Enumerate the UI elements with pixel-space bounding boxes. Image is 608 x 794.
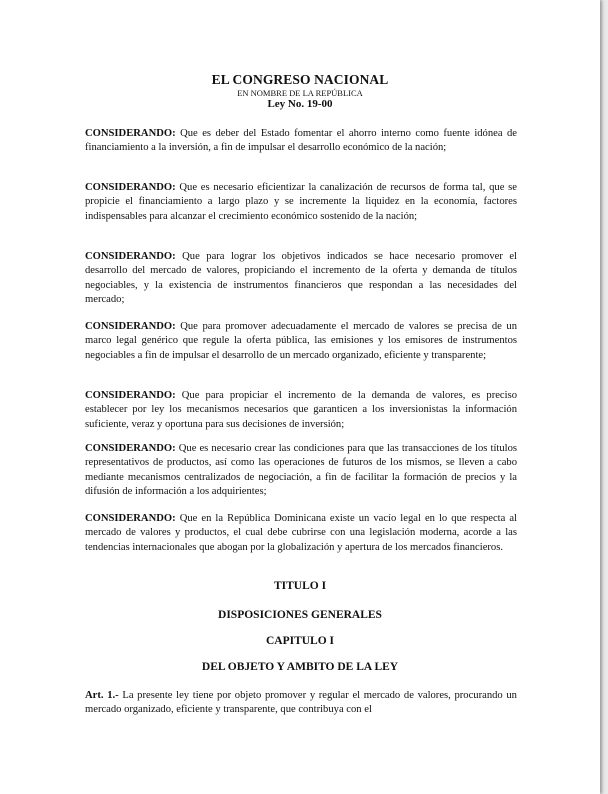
considerando-paragraph [85,512,517,555]
document-subtitle: EN NOMBRE DE LA REPÚBLICA [237,88,363,98]
document-title: EL CONGRESO NACIONAL [211,72,389,87]
considerando-text: Que para propiciar el incremento de la demanda de valores, es preciso establecer por ley los mecanismos necesarios que garanticen a los inversionistas la información suficiente, veraz y oportuna para sus decisiones de inversión; [85,390,517,430]
considerando-label: CONSIDERANDO: [85,128,176,139]
article-paragraph [85,689,517,718]
considerando-label: CONSIDERANDO: [85,513,176,524]
capitulo-heading: CAPITULO I [265,635,335,647]
considerando-label: CONSIDERANDO: [85,251,176,262]
considerando-text: Que para promover adecuadamente el mercado de valores se precisa de un marco legal genérico que regule la oferta pública, las emisiones y los emisores de instrumentos negociables a fin de impulsar el desarrollo de un mercado organizado, eficiente y transparente; [85,321,517,361]
considerando-paragraph [85,181,517,224]
considerando-text: Que es necesario eficientizar la canalización de recursos de forma tal, que se propicie el financiamiento a largo plazo y se incremente la liquidez en la economía, factores indispensables para alcanzar el crecimiento económico sostenido de la nación; [85,182,517,222]
considerando-text: Que para lograr los objetivos indicados se hace necesario promover el desarrollo del mercado de valores, propiciando el incremento de la oferta y demanda de títulos negociables, y la existencia de instrumentos financieros que respondan a las necesidades del mercado; [85,251,517,306]
law-number: Ley No. 19-00 [267,98,333,110]
article-text: La presente ley tiene por objeto promover y regular el mercado de valores, procurando un mercado organizado, eficiente y transparente, que contribuya con el [85,690,517,716]
considerando-text: Que en la República Dominicana existe un vacío legal en lo que respecta al mercado de valores y productos, el cual debe cubrirse con una legislación moderna, acorde a las tendencias internacionales que abogan por la globalización y apertura de los mercados financieros. [85,513,517,553]
titulo-name-heading: DISPOSICIONES GENERALES [218,609,382,621]
considerando-label: CONSIDERANDO: [85,390,176,401]
considerando-text: Que es necesario crear las condiciones para que las transacciones de los títulos representativos de productos, así como las operaciones de futuros de los mismos, se lleven a cabo mediante mecanismos centralizados de negociación, a fin de facilitar la formación de precios y la difusión de información a los adquirientes; [85,443,517,498]
capitulo-name-heading: DEL OBJETO Y AMBITO DE LA LEY [201,661,399,673]
considerando-paragraph [85,127,517,156]
considerando-paragraph [85,442,517,500]
article-label: Art. 1.- [85,690,119,701]
considerando-paragraph [85,320,517,363]
considerando-label: CONSIDERANDO: [85,182,176,193]
considerando-label: CONSIDERANDO: [85,443,176,454]
considerando-paragraph [85,250,517,308]
titulo-heading: TITULO I [273,580,327,592]
considerando-label: CONSIDERANDO: [85,321,176,332]
considerando-text: Que es deber del Estado fomentar el ahorro interno como fuente idónea de financiamiento a la inversión, a fin de impulsar el desarrollo económico de la nación; [85,128,517,154]
considerando-paragraph [85,389,517,432]
